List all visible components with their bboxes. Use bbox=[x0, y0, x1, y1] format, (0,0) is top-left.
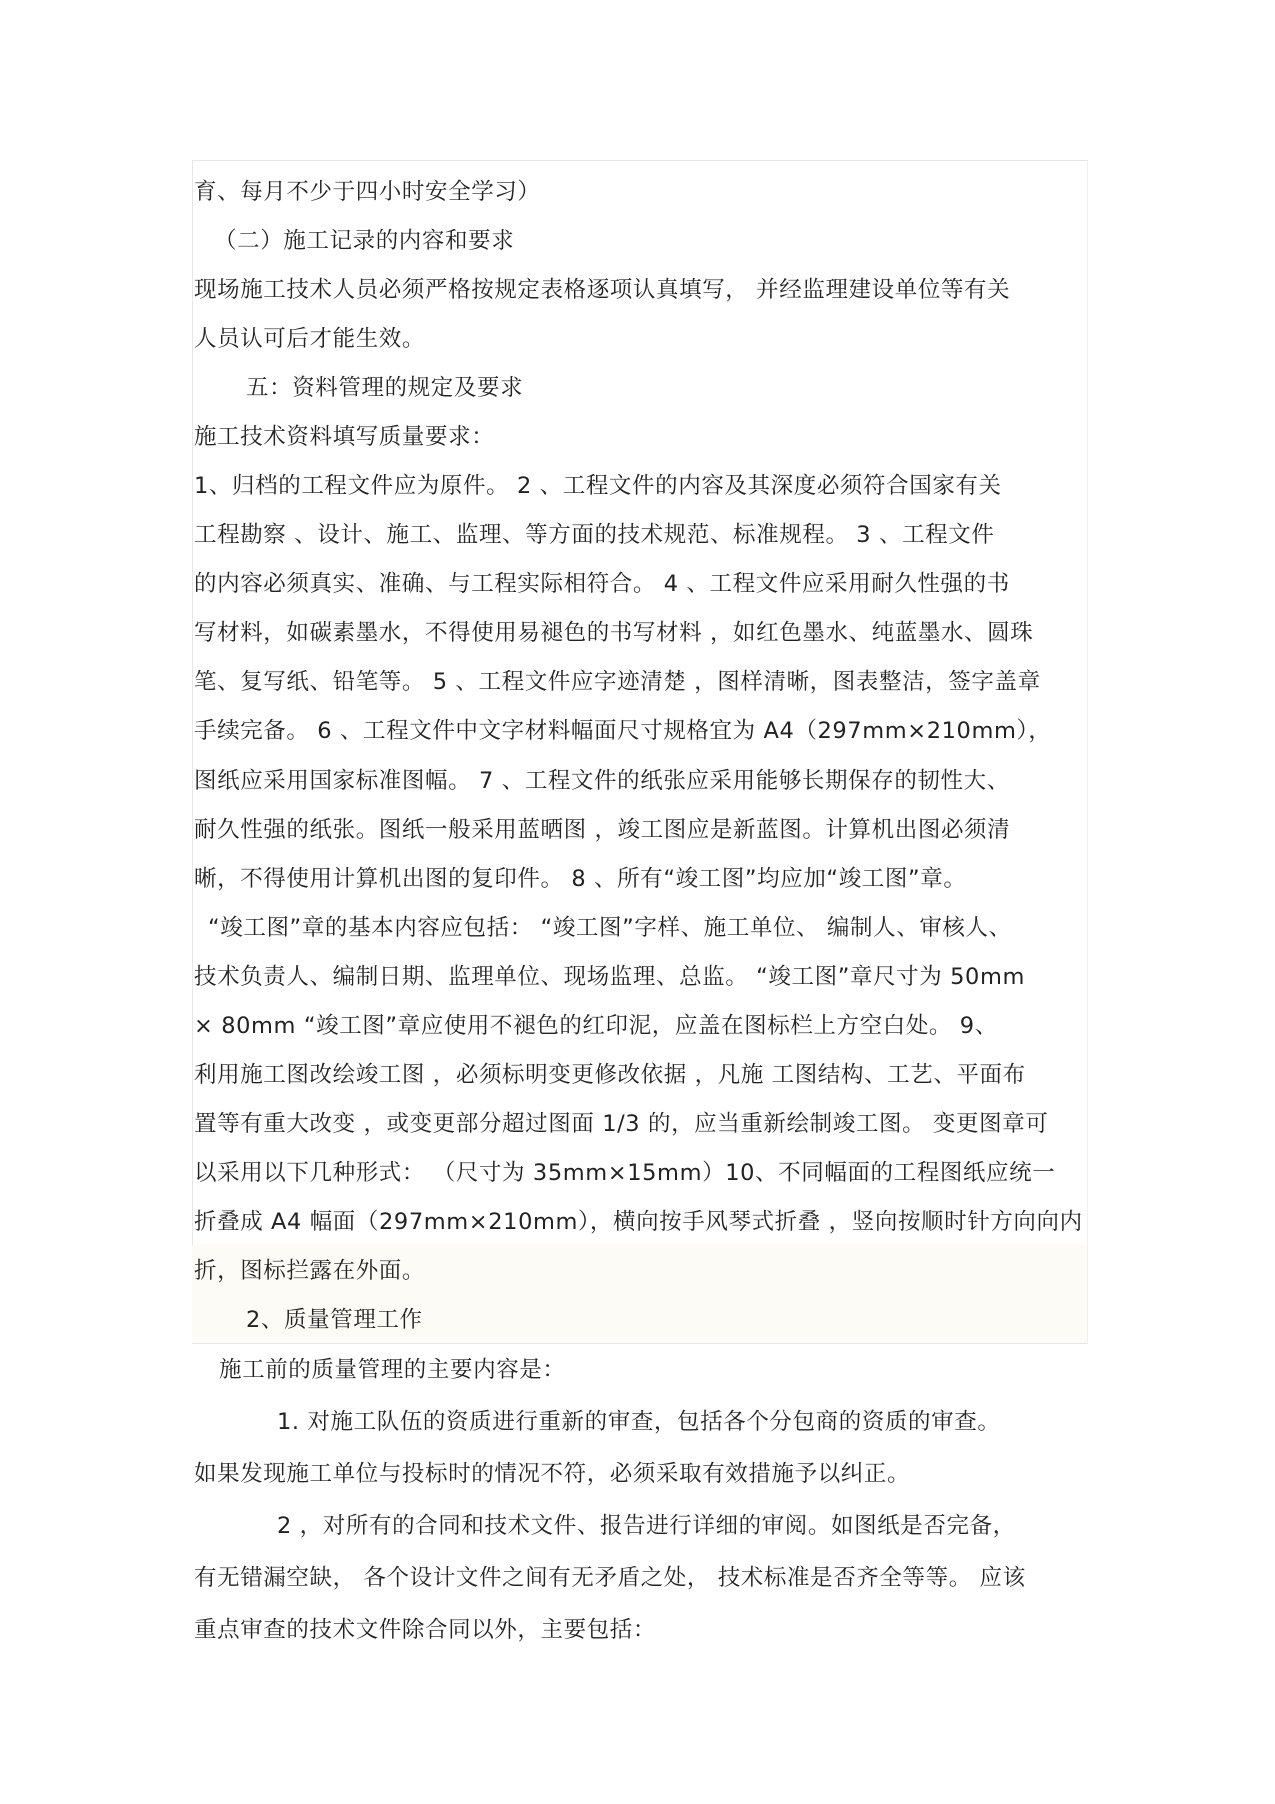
text-line: 手续完备。 6 、工程文件中文字材料幅面尺寸规格宜为 A4（297mm×210mm）， bbox=[194, 718, 1052, 744]
text-line: 有无错漏空缺， 各个设计文件之间有无矛盾之处， 技术标准是否齐全等等。 应该 bbox=[194, 1565, 1026, 1591]
text-line: 利用施工图改绘竣工图 ，必须标明变更修改依据 ，凡施 工图结构、工艺、平面布 bbox=[194, 1062, 1026, 1088]
text-line: 如果发现施工单位与投标时的情况不符，必须采取有效措施予以纠正。 bbox=[194, 1461, 911, 1487]
section-heading: 2、质量管理工作 bbox=[246, 1307, 423, 1333]
text-line: 工程勘察 、设计、施工、监理、等方面的技术规范、标准规程。 3 、工程文件 bbox=[194, 522, 995, 548]
text-line: 笔、复写纸、铅笔等。 5 、工程文件应字迹清楚 ，图样清晰，图表整洁，签字盖章 bbox=[194, 669, 1041, 695]
text-line: 施工前的质量管理的主要内容是： bbox=[219, 1357, 566, 1383]
text-line: 耐久性强的纸张。图纸一般采用蓝晒图 ，竣工图应是新蓝图。计算机出图必须清 bbox=[194, 817, 1011, 843]
text-line: 置等有重大改变 ，或变更部分超过图面 1/3 的，应当重新绘制竣工图。 变更图章可 bbox=[194, 1111, 1049, 1137]
text-line: 折，图标拦露在外面。 bbox=[194, 1258, 426, 1284]
text-line: 育、每月不少于四小时安全学习） bbox=[194, 179, 541, 205]
text-line: 晰，不得使用计算机出图的复印件。 8 、所有“竣工图”均应加“竣工图”章。 bbox=[194, 866, 967, 892]
text-line: 以采用以下几种形式： （尺寸为 35mm×15mm）10、不同幅面的工程图纸应统一 bbox=[194, 1160, 1056, 1186]
text-line: 图纸应采用国家标准图幅。 7 、工程文件的纸张应采用能够长期保存的韧性大、 bbox=[194, 768, 1010, 794]
text-line: “竣工图”章的基本内容应包括： “竣工图”字样、施工单位、 编制人、审核人、 bbox=[208, 915, 1012, 941]
text-line: 重点审查的技术文件除合同以外，主要包括： bbox=[194, 1617, 657, 1643]
text-line: × 80mm “竣工图”章应使用不褪色的红印泥，应盖在图标栏上方空白处。 9、 bbox=[194, 1013, 998, 1039]
section-heading: （二）施工记录的内容和要求 bbox=[214, 228, 515, 254]
text-line: 人员认可后才能生效。 bbox=[194, 326, 426, 352]
text-line: 1、归档的工程文件应为原件。 2 、工程文件的内容及其深度必须符合国家有关 bbox=[194, 473, 1002, 499]
text-line: 折叠成 A4 幅面（297mm×210mm），横向按手风琴式折叠 ，竖向按顺时针方向向内 bbox=[194, 1209, 1083, 1235]
text-line: 施工技术资料填写质量要求： bbox=[194, 424, 495, 450]
text-line: 写材料，如碳素墨水，不得使用易褪色的书写材料 ，如红色墨水、纯蓝墨水、圆珠 bbox=[194, 620, 1034, 646]
section-heading: 五：资料管理的规定及要求 bbox=[246, 375, 524, 401]
text-line: 2 ，对所有的合同和技术文件、报告进行详细的审阅。如图纸是否完备， bbox=[277, 1513, 1016, 1539]
text-line: 的内容必须真实、准确、与工程实际相符合。 4 、工程文件应采用耐久性强的书 bbox=[194, 571, 1010, 597]
text-line: 技术负责人、编制日期、监理单位、现场监理、总监。 “竣工图”章尺寸为 50mm bbox=[194, 964, 1025, 990]
text-line: 1. 对施工队伍的资质进行重新的审查，包括各个分包商的资质的审查。 bbox=[277, 1409, 1001, 1435]
text-line: 现场施工技术人员必须严格按规定表格逐项认真填写， 并经监理建设单位等有关 bbox=[194, 277, 1011, 303]
